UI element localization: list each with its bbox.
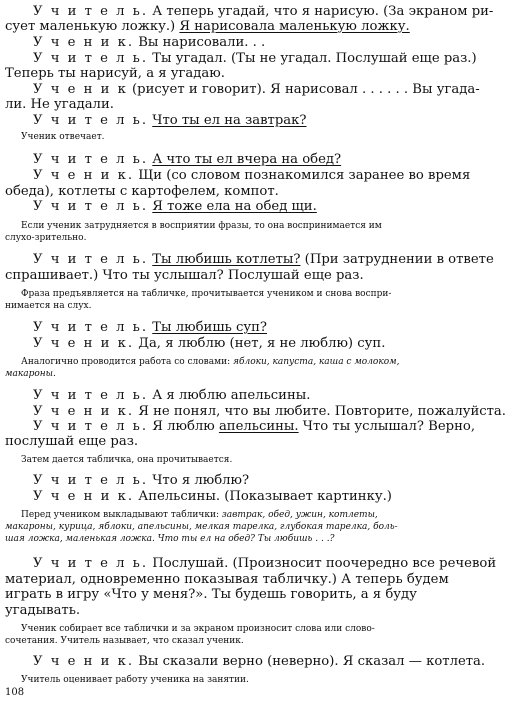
- note-line: Ученик собирает все таблички и за экраном произносит слова или слово-: [21, 624, 375, 634]
- dialogue-line: У ч и т е л ь. Я тоже ела на обед щи.: [33, 199, 317, 214]
- dialogue-line: У ч и т е л ь. Ты угадал. (Ты не угадал. Послушай еще раз.): [33, 51, 477, 66]
- note-line: макароны, курица, яблоки, апельсины, мелкая тарелка, глубокая тарелка, боль-: [5, 522, 398, 532]
- dialogue-line: У ч и т е л ь. А я люблю апельсины.: [33, 388, 311, 403]
- dialogue-line: У ч и т е л ь. Ты любишь суп?: [33, 320, 267, 335]
- note-line: сочетания. Учитель называет, что сказал ученик.: [5, 636, 244, 646]
- dialogue-line: У ч е н и к (рисует и говорит). Я нарисовал . . . . . . Вы угада-: [33, 82, 480, 97]
- note-line: Затем дается табличка, она прочитывается.: [21, 455, 233, 465]
- note-line: Фраза предъявляется на табличке, прочитывается учеником и снова воспри-: [21, 289, 392, 299]
- dialogue-line: У ч е н и к. Да, я люблю (нет, я не люблю) суп.: [33, 336, 386, 351]
- note-line: шая ложка, маленькая ложка. Что ты ел на обед? Ты любишь . . .?: [5, 534, 335, 544]
- dialogue-line: послушай еще раз.: [5, 434, 139, 449]
- dialogue-line: угадывать.: [5, 603, 81, 618]
- note-line: слухо-зрительно.: [5, 233, 87, 243]
- dialogue-line: материал, одновременно показывая табличку.) А теперь будем: [5, 572, 449, 587]
- dialogue-line: У ч е н и к. Щи (со словом познакомился заранее во время: [33, 168, 471, 183]
- note-line: Ученик отвечает.: [21, 132, 105, 142]
- dialogue-line: У ч е н и к. Вы сказали верно (неверно). Я сказал — котлета.: [33, 654, 486, 669]
- dialogue-line: ли. Не угадали.: [5, 97, 114, 112]
- dialogue-line: сует маленькую ложку.) Я нарисовала маленькую ложку.: [5, 19, 410, 34]
- dialogue-line: У ч и т е л ь. Ты любишь котлеты? (При затруднении в ответе: [33, 252, 494, 267]
- note-line: Если ученик затрудняется в восприятии фразы, то она воспринимается им: [21, 221, 382, 231]
- dialogue-line: обеда), котлеты с картофелем, компот.: [5, 184, 279, 199]
- dialogue-line: У ч и т е л ь. Послушай. (Произносит поочередно все речевой: [33, 556, 497, 571]
- note-line: Учитель оценивает работу ученика на занятии.: [21, 675, 249, 685]
- dialogue-line: У ч и т е л ь. А теперь угадай, что я нарисую. (За экраном ри-: [33, 4, 494, 19]
- dialogue-line: играть в игру «Что у меня?». Ты будешь говорить, а я буду: [5, 587, 417, 602]
- note-line: макароны.: [5, 369, 56, 379]
- dialogue-line: У ч е н и к. Вы нарисовали. . .: [33, 35, 266, 50]
- note-line: Аналогично проводится работа со словами: яблоки, капуста, каша с молоком,: [21, 357, 400, 367]
- dialogue-line: У ч и т е л ь. Что ты ел на завтрак?: [33, 113, 307, 128]
- note-line: нимается на слух.: [5, 301, 92, 311]
- dialogue-line: У ч и т е л ь. Я люблю апельсины. Что ты услышал? Верно,: [33, 419, 476, 434]
- dialogue-line: У ч е н и к. Я не понял, что вы любите. Повторите, пожалуйста.: [33, 404, 506, 419]
- dialogue-line: У ч и т е л ь. Что я люблю?: [33, 473, 250, 488]
- page-number: 108: [5, 687, 25, 698]
- dialogue-line: спрашивает.) Что ты услышал? Послушай еще раз.: [5, 268, 364, 283]
- dialogue-line: У ч и т е л ь. А что ты ел вчера на обед?: [33, 152, 342, 167]
- dialogue-line: У ч е н и к. Апельсины. (Показывает картинку.): [33, 489, 392, 504]
- dialogue-line: Теперь ты нарисуй, а я угадаю.: [5, 66, 225, 81]
- note-line: Перед учеником выкладывают таблички: завтрак, обед, ужин, котлеты,: [21, 510, 378, 520]
